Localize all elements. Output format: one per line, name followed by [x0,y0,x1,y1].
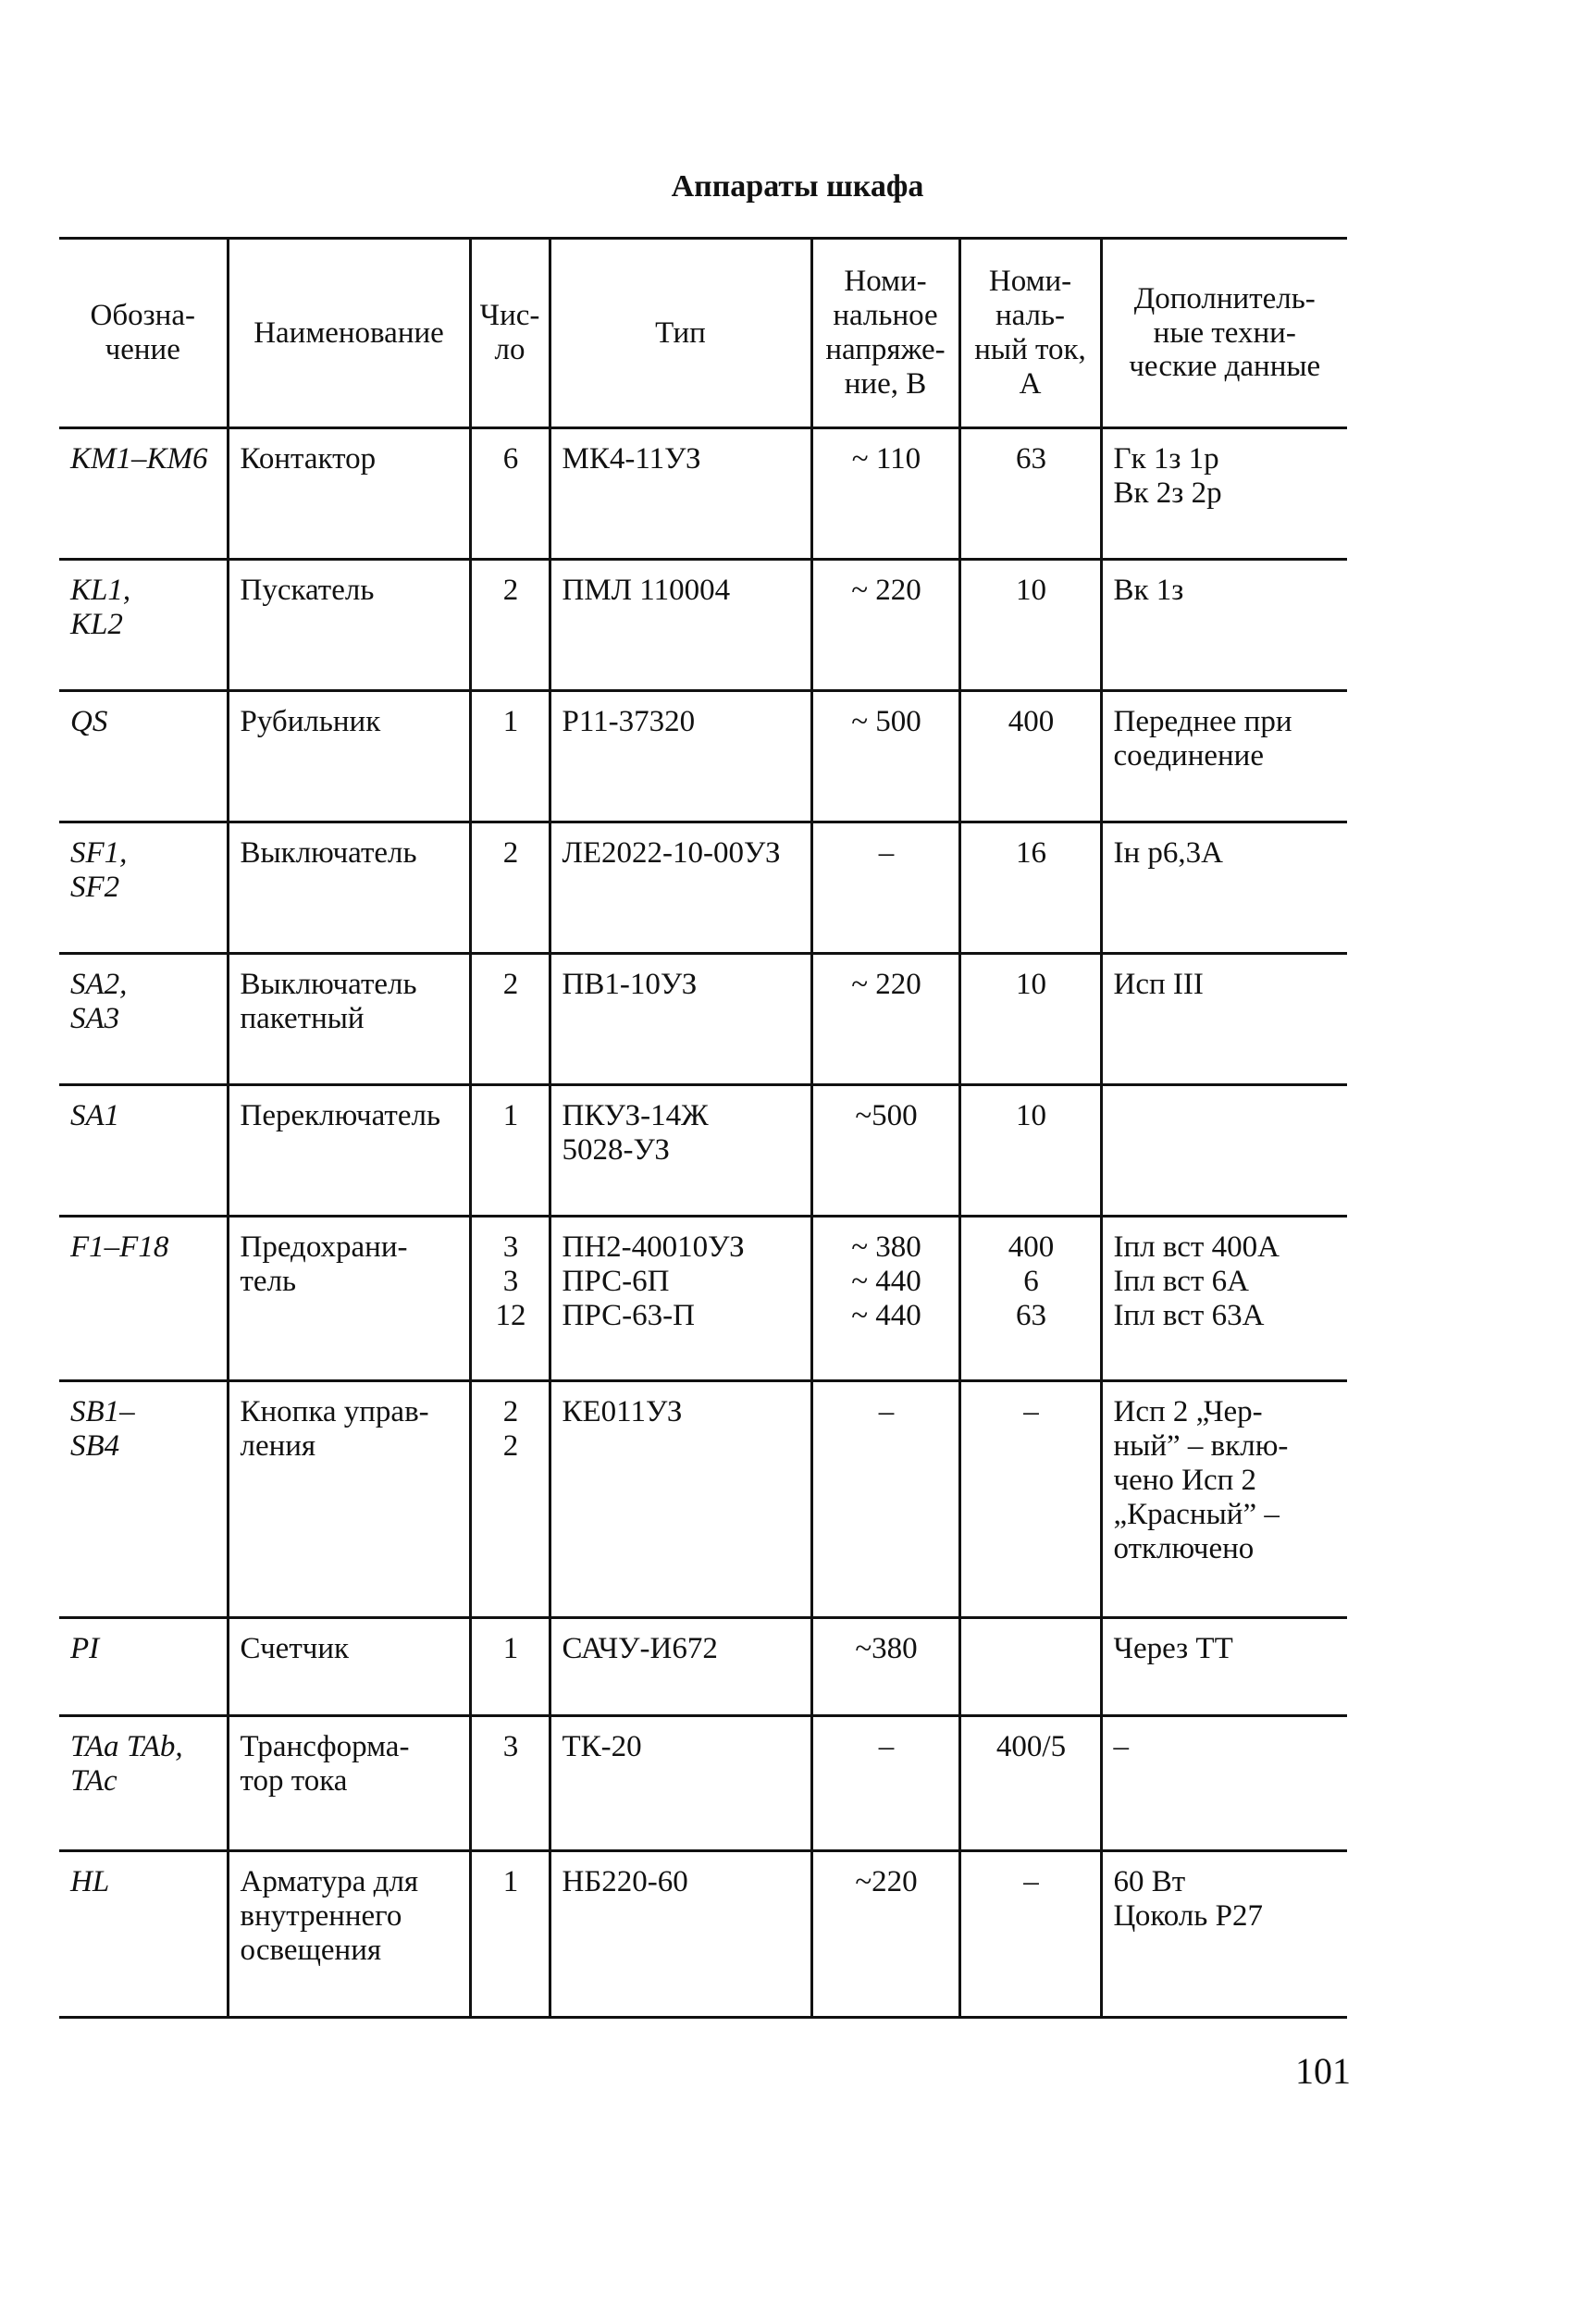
cell-type: МК4-11УЗ [550,428,811,560]
cell-extra: Исп III [1101,954,1347,1085]
cell-count: 2 [470,822,550,954]
cell-current: 400 [959,691,1101,822]
table-row [59,1851,1347,2018]
table-row [59,1381,1347,1618]
table-row [59,1085,1347,1217]
cell-name: Контактор [228,428,470,560]
cell-type: ПКУЗ-14Ж 5028-УЗ [550,1085,811,1217]
cell-name: Выключатель [228,822,470,954]
cell-designation: PI [59,1618,228,1716]
cell-designation: SA1 [59,1085,228,1217]
column-header-current: Номи- наль- ный ток, А [959,239,1101,428]
cell-voltage: – [811,1716,959,1851]
cell-name: Кнопка управ- ления [228,1381,470,1618]
cell-designation: KM1–KM6 [59,428,228,560]
cell-current: 400 6 63 [959,1217,1101,1381]
cell-count: 1 [470,1618,550,1716]
cell-count: 6 [470,428,550,560]
cell-name: Счетчик [228,1618,470,1716]
cell-voltage: – [811,822,959,954]
table-row [59,1618,1347,1716]
column-header-name: Наименование [228,239,470,428]
cell-designation: SB1– SB4 [59,1381,228,1618]
table-body [59,428,1347,2018]
cell-current: – [959,1851,1101,2018]
cell-extra [1101,1085,1347,1217]
table-row [59,691,1347,822]
cell-name: Выключатель пакетный [228,954,470,1085]
cell-count: 3 [470,1716,550,1851]
table-row [59,1217,1347,1381]
cell-type: ТК-20 [550,1716,811,1851]
table-row [59,822,1347,954]
cell-current [959,1618,1101,1716]
cell-current: 10 [959,954,1101,1085]
cell-extra: Вк 1з [1101,560,1347,691]
cell-designation: SF1, SF2 [59,822,228,954]
column-header-designation: Обозна- чение [59,239,228,428]
cell-count: 3 3 12 [470,1217,550,1381]
cell-name: Пускатель [228,560,470,691]
page-title: Аппараты шкафа [671,169,924,204]
column-header-type: Тип [550,239,811,428]
cell-voltage: ~500 [811,1085,959,1217]
table-header-row [59,239,1347,428]
cell-name: Предохрани- тель [228,1217,470,1381]
cell-designation: SA2, SA3 [59,954,228,1085]
page-number: 101 [1295,2050,1351,2092]
cell-type: НБ220-60 [550,1851,811,2018]
cell-current: 10 [959,560,1101,691]
table-row [59,954,1347,1085]
cell-type: ПМЛ 110004 [550,560,811,691]
cell-name: Трансформа- тор тока [228,1716,470,1851]
column-header-extra: Дополнитель- ные техни- ческие данные [1101,239,1347,428]
cell-name: Арматура для внутреннего освещения [228,1851,470,2018]
cell-extra: Гк 1з 1р Вк 2з 2р [1101,428,1347,560]
cell-count: 1 [470,1085,550,1217]
cell-current: 400/5 [959,1716,1101,1851]
cell-designation: F1–F18 [59,1217,228,1381]
cell-name: Переключатель [228,1085,470,1217]
cell-voltage: – [811,1381,959,1618]
cell-count: 1 [470,691,550,822]
cell-count: 2 2 [470,1381,550,1618]
cell-type: ПВ1-10УЗ [550,954,811,1085]
cell-extra: – [1101,1716,1347,1851]
cell-type: КЕ011УЗ [550,1381,811,1618]
column-header-voltage: Номи- нальное напряже- ние, В [811,239,959,428]
cell-voltage: ~ 500 [811,691,959,822]
cell-extra: Iпл вст 400А Iпл вст 6А Iпл вст 63А [1101,1217,1347,1381]
cell-current: 16 [959,822,1101,954]
cell-voltage: ~ 220 [811,560,959,691]
cell-type: ЛЕ2022-10-00УЗ [550,822,811,954]
cell-count: 2 [470,954,550,1085]
cell-current: – [959,1381,1101,1618]
table-row [59,428,1347,560]
cell-designation: TAa TAb, TAc [59,1716,228,1851]
table-row [59,1716,1347,1851]
cell-extra: 60 Вт Цоколь Р27 [1101,1851,1347,2018]
cell-designation: HL [59,1851,228,2018]
cell-voltage: ~380 [811,1618,959,1716]
cell-name: Рубильник [228,691,470,822]
cell-count: 2 [470,560,550,691]
cell-type: САЧУ-И672 [550,1618,811,1716]
cell-designation: QS [59,691,228,822]
table-row [59,560,1347,691]
cell-voltage: ~ 380 ~ 440 ~ 440 [811,1217,959,1381]
cell-type: ПН2-40010УЗ ПРС-6П ПРС-63-П [550,1217,811,1381]
cell-current: 10 [959,1085,1101,1217]
cell-extra: Iн р6,3А [1101,822,1347,954]
cell-extra: Исп 2 „Чер- ный” – вклю- чено Исп 2 „Красный” – отключено [1101,1381,1347,1618]
cell-voltage: ~ 110 [811,428,959,560]
cell-current: 63 [959,428,1101,560]
column-header-count: Чис- ло [470,239,550,428]
cell-count: 1 [470,1851,550,2018]
cell-voltage: ~220 [811,1851,959,2018]
cell-extra: Через ТТ [1101,1618,1347,1716]
cell-designation: KL1, KL2 [59,560,228,691]
devices-table [59,237,1347,2019]
cell-extra: Переднее при соединение [1101,691,1347,822]
cell-voltage: ~ 220 [811,954,959,1085]
cell-type: Р11-37320 [550,691,811,822]
